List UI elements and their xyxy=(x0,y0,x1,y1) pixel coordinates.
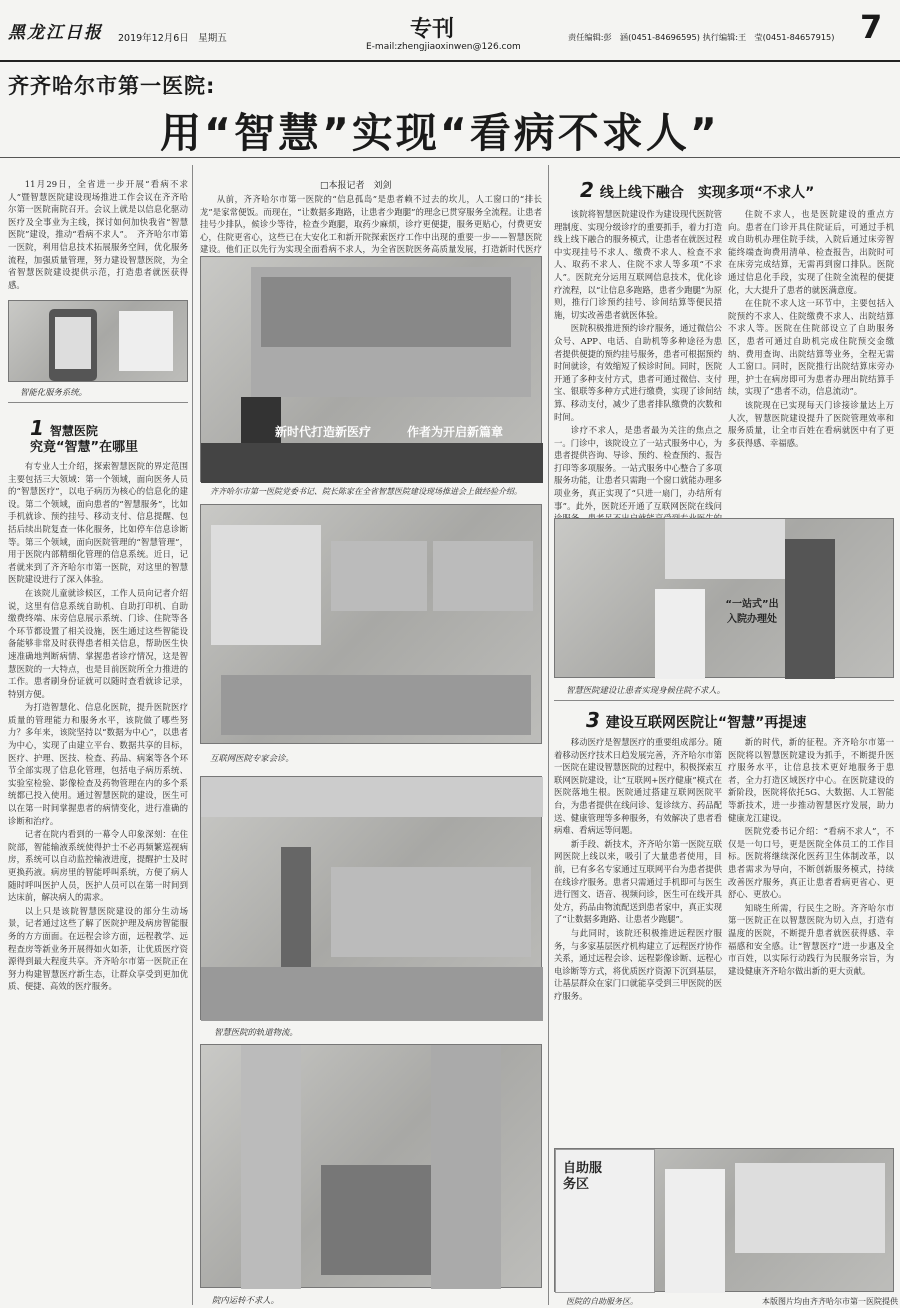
section2-body-col2 xyxy=(728,208,894,512)
section2-paragraph: 医院积极推进预约诊疗服务，通过微信公众号、APP、电话、自助机等多种途径为患者提供便捷的预约挂号服务，患者可根据预约时间就诊，有效缩短了候诊时间。同时，医院开通了多种支付方式，患者可通过微信、支付宝、银联等多种方式进行缴费，实现了诊间结算、移动支付，减少了患者排队缴费的次数和时间。 xyxy=(554,323,722,422)
divider xyxy=(554,700,894,701)
caption-transport: 院内运转不求人。 xyxy=(212,1295,279,1305)
section2-paragraph: 在住院不求人这一环节中，主要包括入院预约不求人、住院缴费不求人、出院结算不求人等。医院在住院部设立了自助服务区，患者可通过自助机完成住院预交金缴纳、费用查询、出院结算等业务，全程无需人工窗口。同时，医院推行出院结算床旁办理，护士在病房即可为患者办理出院结算手续，实现了“患者不动，信息流动”。 xyxy=(728,298,894,397)
section3-paragraph: 与此同时，该院还积极推进远程医疗服务，与多家基层医疗机构建立了远程医疗协作关系，通过远程会诊、远程影像诊断、远程心电诊断等方式，将优质医疗资源下沉到基层，让基层群众在家门口就能享受到三甲医院的医疗服务。 xyxy=(554,927,722,1001)
section3-number: 3 xyxy=(586,708,600,732)
section3-paragraph: 医院党委书记介绍：“看病不求人”，不仅是一句口号，更是医院全体员工的工作目标。医院将继续深化医药卫生体制改革，以患者需求为导向，不断创新服务模式，持续改善医疗服务，真正让患者看病更省心、更舒心、更放心。 xyxy=(728,826,894,900)
column-rule xyxy=(548,165,549,1305)
section3-title: 建设互联网医院让“智慧”再提速 xyxy=(605,715,807,731)
onestop-sign: “一站式”出入院办理处 xyxy=(725,599,779,625)
section2-heading xyxy=(580,178,890,202)
section2-paragraph: 诊疗不求人，是患者最为关注的焦点之一。门诊中，该院设立了一站式服务中心，为患者提供咨询、导诊、预约、检查预约、报告打印等多项服务。一站式服务中心整合了多项服务功能，让患者只需跑一个窗口就能办理多项业务，真正实现了“只进一扇门，办结所有事”。此外，医院还开通了互联网医院在线问 xyxy=(554,425,722,511)
caption-logistics: 智慧医院的轨道物流。 xyxy=(214,1027,298,1037)
photo-consult xyxy=(200,504,542,744)
section3-paragraph: 知晓生所需，行民生之盼。齐齐哈尔市第一医院正在以智慧医院为切入点，打造有温度的医院，不断提升患者就医获得感、幸福感和安全感。让“智慧医疗”进一步惠及全市百姓，以实际行动践行为民服务宗旨，为建设健康齐齐哈尔做出新的更大贡献。 xyxy=(728,902,894,976)
section1-body xyxy=(8,460,188,1295)
section-title: 专刊 xyxy=(410,17,455,42)
editors-line: 责任编辑:彭 涵(0451-84696595) 执行编辑:王 莹(0451-84657915) xyxy=(568,32,835,42)
photo-logistics xyxy=(200,776,542,1020)
lead-top xyxy=(200,193,542,255)
headline-kicker: 齐齐哈尔市第一医院: xyxy=(8,74,216,98)
caption-selfservice: 医院的自助服务区。 xyxy=(566,1297,638,1306)
paper-name: 黑龙江日报 xyxy=(8,23,103,43)
banner-text-left: 新时代打造新医疗 xyxy=(275,425,372,439)
section2-paragraph: 住院不求人，也是医院建设的重点方向。患者在门诊开具住院证后，可通过手机或自助机办理住院手续，入院后通过床旁智能终端查询费用清单、检查报告，出院时可在床旁完成结算，无需再到窗口排队。医院通过信息化手段，实现了住院全流程的便捷化，大大提升了患者的就医满意度。 xyxy=(728,209,894,295)
section1-paragraph: 为打造智慧化、信息化医院，提升医院医疗质量的管理能力和服务水平，该院做了哪些努力？多年来，该院坚持以“数据为中心”，以患者为中心，实现了由建立平台、数据共享的目标，医疗、护理、医技、检查、药品、病案等各个环节全部实现了信息化管理，包括电子病历系统、实验室检验、影像检查及药物管理在内的多个系统都已投入使用。通过智慧医院的建设，医生可以在第一时间掌握患者的病情变化，进行准确的诊断和治疗。 xyxy=(8,702,188,826)
section2-body-col1 xyxy=(554,208,722,512)
main-headline: 用“智慧”实现“看病不求人” xyxy=(160,109,720,157)
caption-conference: 齐齐哈尔市第一医院党委书记、院长陈家在全省智慧医院建设现场推进会上做经验介绍。 xyxy=(210,487,522,496)
lead-top-text: 从前，齐齐哈尔市第一医院的“信息孤岛”是患者赖不过去的坎儿，人工窗口的“排长龙”是家常便饭。而现在，“让数据多跑路，让患者少跑腿”的理念已贯穿服务全流程。让患者挂号少排队，候诊少等待，检查少跑腿，取药少麻烦，诊疗更便捷，服务更贴心，付费更安心，住院更省心，这些已在大安化工和新开院探索医疗工作中出现的重要一步——智慧医院建设。他们正以先行为实现全面看病不求人，为全省医院医务高质量发展，打造新时代医疗 xyxy=(200,194,542,255)
section3-paragraph: 移动医疗是智慧医疗的重要组成部分。随着移动医疗技术日趋发展完善，齐齐哈尔市第一医院在建设智慧医院的过程中，积极探索互联网医院建设，让“互联网+医疗健康”模式在医院落地生根。医院通过搭建互联网医院平台，为患者提供在线问诊、复诊续方、药品配送、健康管理等多种服务，有效解决了患者看病难、看病远等问题。 xyxy=(554,737,722,836)
section3-paragraph: 新的时代，新的征程。齐齐哈尔市第一医院将以智慧医院建设为抓手，不断提升医疗服务水平，让信息技术更好地服务于患者，全力打造区域医疗中心。在医院建设的新阶段，医院将依托5G、大数据、人工智能等新技术，进一步推动智慧医疗发展，助力健康龙江建设。 xyxy=(728,737,894,823)
lead-left-text: 11月29日，全省进一步开展“看病不求人”暨智慧医院建设现场推进工作会议在齐齐哈尔第一医院南院召开。会议上就是以信息化驱动医疗及全事业为主线，探讨如何加快我省“智慧医院”建设，推动“看病不求人”。 齐齐哈尔市第一医院，利用信息技术拓展服务空间，优化服务流程，加强质量管理，努力建设智慧医院，为全省智慧医院建设提供示范，打造患者就医获得感。 xyxy=(8,179,188,290)
photo-smart-phone xyxy=(8,300,188,382)
section1-title-line2: 究竟“智慧”在哪里 xyxy=(30,440,139,455)
lead-left xyxy=(8,178,188,290)
section2-number: 2 xyxy=(580,178,594,202)
photo-credit: 本版图片均由齐齐哈尔市第一医院提供 xyxy=(762,1297,898,1306)
caption-onestop: 智慧医院建设让患者实现身候住院不求人。 xyxy=(566,685,726,695)
section2-title: 线上线下融合 实现多项“不求人” xyxy=(599,185,815,201)
photo-selfservice xyxy=(554,1148,894,1292)
section1-paragraph: 记者在院内看到的一幕令人印象深刻：在住院部，智能输液系统使得护士不必再频繁巡视病房，系统可以自动监控输液进度，提醒护士及时更换药液。病房里的智能呼叫系统，方便了病人随时呼叫医护人员，医护人员可以在第一时间到达床前，解决病人的需求。 xyxy=(8,829,188,903)
byline: □本报记者 刘剑 xyxy=(320,181,392,191)
issue-date: 2019年12月6日 星期五 xyxy=(118,33,227,44)
headline-rule xyxy=(0,157,900,158)
banner-text-right: 作者为开启新篇章 xyxy=(407,425,504,439)
section3-paragraph: 新手段、新技术，齐齐哈尔第一医院互联网医院上线以来，吸引了大量患者使用，目前，已有多名专家通过互联网平台为患者提供在线诊疗服务。患者只需通过手机即可与医生进行图文、语音、视频问诊，医生可在线开具处方，药品由物流配送到患者家中，真正实现了“让数据多跑路、让患者少跑腿”。 xyxy=(554,838,722,925)
section1-paragraph: 有专业人士介绍，探索智慧医院的界定范围主要包括三大领域：第一个领域，面向医务人员的“智慧医疗”，以电子病历为核心的信息化的建设。第二个领域，面向患者的“智慧服务”，比如手机就诊、预约挂号、移动支付、信息提醒、包括后续出院复查一体化服务，比如停车信息诊断等。第三个领域，面向医院管理的“智慧管理”，用于医院内部精细化管理的信息系统。近日，记者就来到了齐齐哈尔市第一医院，对这里的智慧医院建设进行了深入体验。 xyxy=(8,461,188,585)
section1-paragraph: 在该院儿童就诊候区，工作人员向记者介绍说，这里有信息系统自助机、自助打印机、自助缴费终端、床旁信息展示系统、门诊、住院等各个环节都设置了相关设施，医生通过这些智能设备能够非常及时获得患者相关信息，帮助医生快速准确地判断病情、掌握患者诊疗情况，这是智慧医院的一大特点，也是目前医院所全力推进的工作。患者刷身份证就可以随时查看就诊记录，特别方便。 xyxy=(8,587,188,699)
selfservice-sign: 自助服务区 xyxy=(563,1161,603,1192)
caption-phone: 智能化服务系统。 xyxy=(20,387,87,397)
section2-paragraph: 该院将智慧医院建设作为建设现代医院管理制度、实现分级诊疗的重要抓手，着力打造线上线下融合的服务模式，让患者在就医过程中实现挂号不求人、缴费不求人、检查不求人、取药不求人、住院不求人等多项“不求人”。医院充分运用互联网信息技术，优化诊疗流程，以“让信息多跑路，患者少跑腿”为原则，推行门诊预约挂号、诊间结算等便民措施，切实改善患者就医体验。 xyxy=(554,209,722,320)
photo-transport xyxy=(200,1044,542,1288)
section1-number: 1 xyxy=(30,416,44,440)
section2-paragraph: 该院现在已实现每天门诊接诊量达上万人次，智慧医院建设提升了医院管理效率和服务质量，让全市百姓在看病就医中有了更多获得感、幸福感。 xyxy=(728,399,894,448)
section3-heading xyxy=(586,708,896,732)
page-number: 7 xyxy=(860,8,883,46)
photo-conference xyxy=(200,256,542,482)
divider xyxy=(8,402,188,403)
photo-onestop xyxy=(554,518,894,678)
section1-title-line1: 智慧医院 xyxy=(49,424,98,438)
section1-paragraph: 以上只是该院智慧医院建设的部分生动场景，记者通过这些了解了医院护理及病房智能服务的方方面面。在远程会诊方面，远程教学、远程查房等新业务开展得如火如荼，让优质医疗资源得到最大程度共享。齐齐哈尔市第一医院正在努力构建智慧医疗新生态，让群众享受到更加优质、便捷、高效的医疗服务。 xyxy=(8,905,188,992)
section-email: E-mail:zhengjiaoxinwen@126.com xyxy=(366,42,521,52)
column-rule xyxy=(192,165,193,1305)
caption-consult: 互联网医院专家会诊。 xyxy=(210,753,294,763)
